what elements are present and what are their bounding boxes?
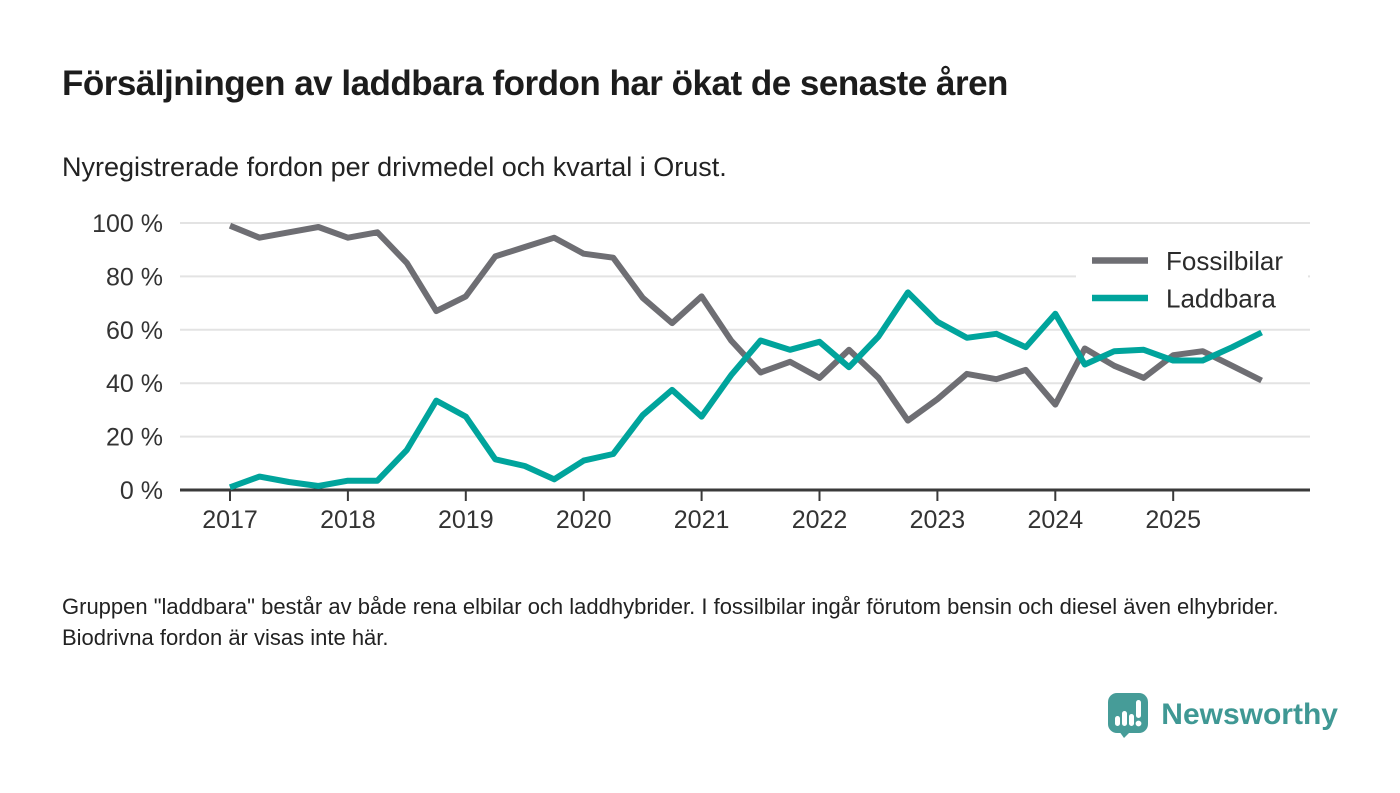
y-axis-tick-label: 60 % [106,316,163,345]
line-chart [0,195,1400,565]
newsworthy-wordmark: Newsworthy [1161,698,1338,731]
chart-subtitle: Nyregistrerade fordon per drivmedel och kvartal i Orust. [62,152,727,182]
x-axis-tick-label: 2021 [673,506,730,534]
x-axis-tick-label: 2020 [555,506,612,534]
x-axis-tick-label: 2023 [909,506,966,534]
x-axis-tick-label: 2018 [320,506,376,534]
y-axis-tick-label: 20 % [106,423,163,452]
x-axis-tick-label: 2017 [202,506,258,534]
y-axis-tick-label: 100 % [92,210,163,238]
series-line-laddbara [230,292,1262,487]
newsworthy-logo [1107,692,1338,738]
x-axis-tick-label: 2025 [1145,506,1202,534]
y-axis-tick-label: 40 % [106,370,163,399]
chart-footnote: Gruppen "laddbara" består av både rena elbilar och laddhybrider. I fossilbilar ingår förutom bensin och diesel även elhybrider. Biodrivna fordon är visas inte här. [62,594,1279,650]
x-axis-tick-label: 2019 [437,506,494,534]
legend-label-fossilbilar: Fossilbilar [1166,246,1284,276]
x-axis-tick-label: 2022 [791,506,848,534]
y-axis-tick-label: 80 % [106,263,163,292]
legend-label-laddbara: Laddbara [1166,283,1276,314]
x-axis-tick-label: 2024 [1027,506,1084,534]
speech-bubble-bar-chart-icon [1107,692,1149,738]
page-title: Försäljningen av laddbara fordon har ökat de senaste åren [62,64,1008,103]
y-axis-tick-label: 0 % [119,477,163,505]
chart-area [0,195,1400,565]
